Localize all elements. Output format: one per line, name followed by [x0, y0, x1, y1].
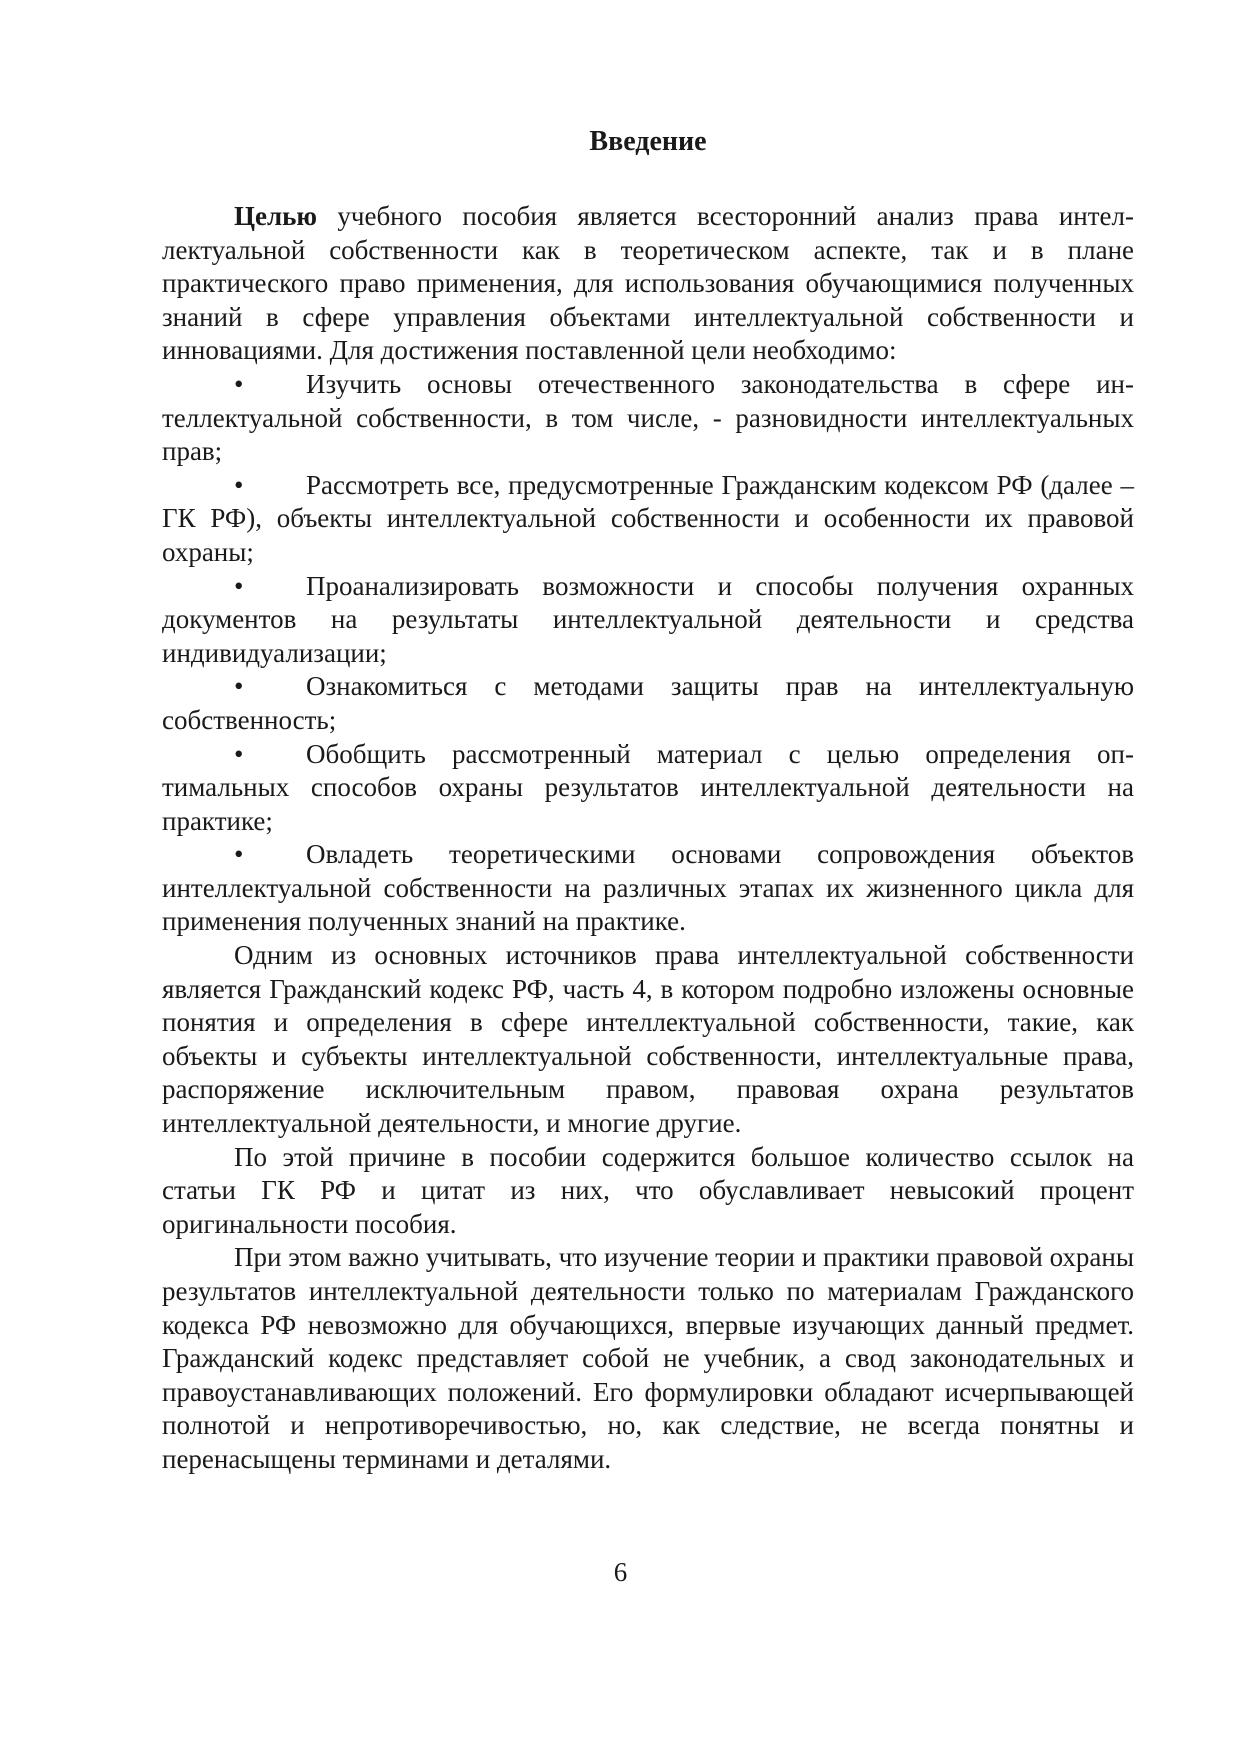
list-item [162, 738, 1134, 839]
list-item-text: Овладеть теоретическими основами сопровождения объектов интеллектуальной собственности на различных этапах их жизненного цикла для применения полученных знаний на практике. [162, 839, 1134, 937]
list-item [162, 670, 1134, 737]
list-item-text: Рассмотреть все, предусмотренные Гражданским кодексом РФ (далее – ГК РФ), объекты интеллектуальной собственности и особенности их правовой охраны; [162, 469, 1134, 567]
list-item [162, 469, 1134, 570]
list-item-text: Обобщить рассмотренный материал с целью определения оптимальных способов охраны результатов интеллектуальной деятельности на практике; [162, 738, 1134, 836]
bullet-icon: • [234, 469, 244, 500]
bullet-icon: • [234, 671, 244, 702]
intro-text: учебного пособия является всесторонний анализ права интеллектуальной собственности как в теоретическом аспекте, так и в плане практического право применения, для использования обучающимися полученных знаний в сфере управления объектами интеллектуальной собственности и инновациями. Для достижения поставленной цели необходимо: [162, 201, 1134, 366]
list-item [162, 570, 1134, 671]
body-paragraph: При этом важно учитывать, что изучение теории и практики правовой охраны результатов интеллектуальной деятельности только по материалам Гражданского кодекса РФ невозможно для обучающихся, впервые изучающих данный предмет. Гражданский кодекс представляет собой не учебник, а свод законодательных и правоустанавливающих положений. Его формулировки обладают исчерпывающей полнотой и непротиворечивостью, но, как следствие, не всегда понятны и перенасыщены терминами и деталями. [162, 1242, 1134, 1474]
list-item-text: Ознакомиться с методами защиты прав на интеллектуальную собственность; [162, 671, 1134, 735]
document-page [162, 110, 1134, 1477]
bullet-icon: • [234, 570, 244, 601]
intro-lead: Целью [234, 201, 318, 231]
goals-list [162, 368, 1134, 939]
page-number: 6 [613, 1557, 628, 1587]
list-item-text: Проанализировать возможности и способы получения охранных документов на результаты интеллектуальной деятельности и средства индивидуализации; [162, 570, 1134, 668]
bullet-icon: • [234, 738, 244, 769]
bullet-icon: • [234, 368, 244, 399]
intro-paragraph [162, 200, 1134, 368]
list-item [162, 838, 1134, 939]
list-item [162, 368, 1134, 469]
body-paragraph: По этой причине в пособии содержится большое количество ссылок на статьи ГК РФ и цитат из них, что обуславливает невысокий процент оригинальности пособия. [162, 1141, 1134, 1239]
body-paragraph: Одним из основных источников права интеллектуальной собственности является Гражданский кодекс РФ, часть 4, в котором подробно изложены основные понятия и определения в сфере интеллектуальной собственности, такие, как объекты и субъекты интеллектуальной собственности, интеллектуальные права, распоряжение исключительным правом, правовая охрана результатов интеллектуальной деятельности, и многие другие. [162, 940, 1134, 1139]
bullet-icon: • [234, 839, 244, 870]
list-item-text: Изучить основы отечественного законодательства в сфере интеллектуальной собственности, в том числе, - разновидности интеллектуальных прав; [162, 368, 1134, 467]
page-title: Введение [589, 126, 707, 157]
